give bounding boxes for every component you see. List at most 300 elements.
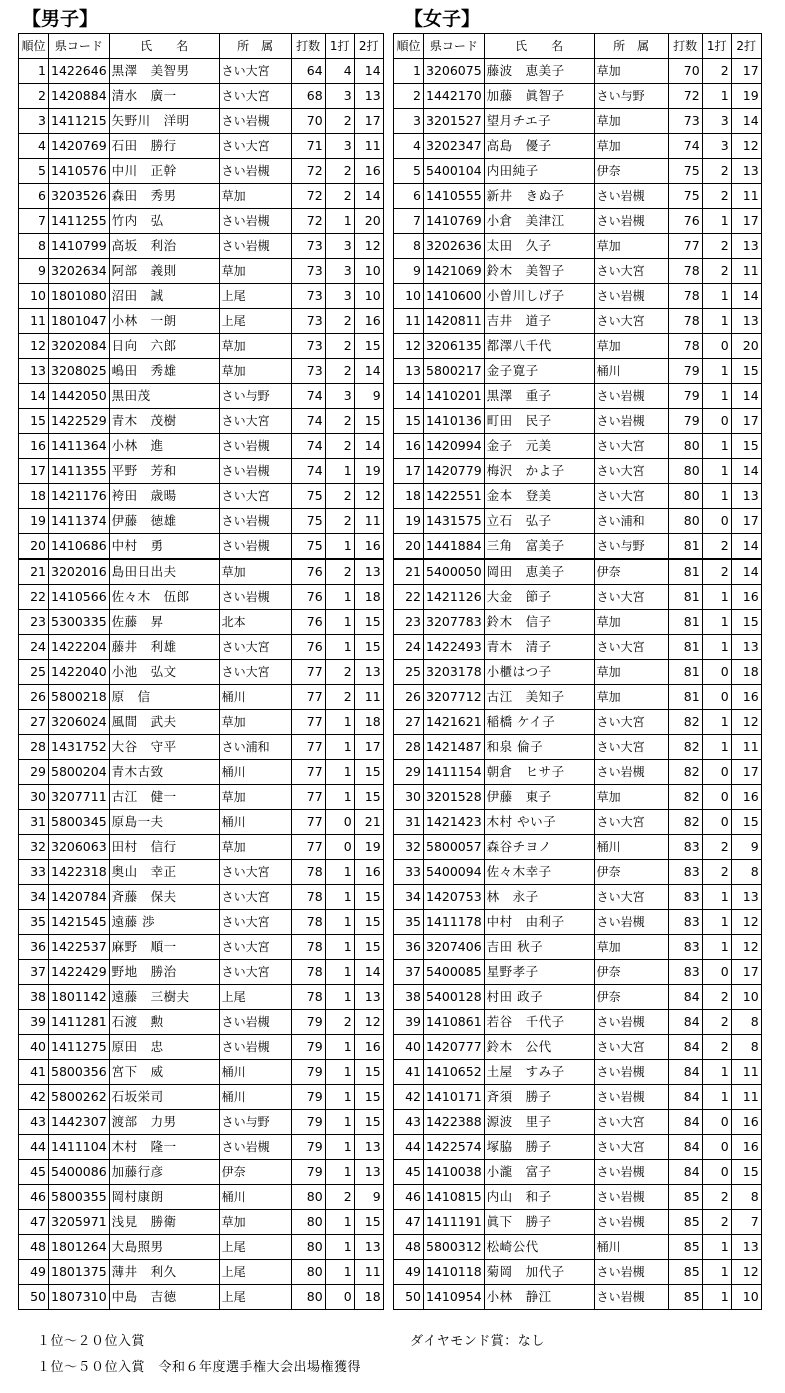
women-cell-rank: 39 <box>394 1010 424 1035</box>
men-cell-one-putt: 2 <box>325 484 354 509</box>
men-header-two-putt: 2打 <box>354 34 383 59</box>
men-cell-strokes: 77 <box>291 835 325 860</box>
table-row <box>394 610 762 635</box>
women-table-body <box>394 59 762 1310</box>
men-cell-strokes: 77 <box>291 760 325 785</box>
men-cell-strokes: 74 <box>291 459 325 484</box>
men-cell-code: 3207711 <box>49 785 110 810</box>
men-cell-code: 1422318 <box>49 860 110 885</box>
women-cell-two-putt: 11 <box>731 184 761 209</box>
men-cell-two-putt: 14 <box>354 359 383 384</box>
women-cell-name: 小林 静江 <box>484 1285 594 1310</box>
men-cell-one-putt: 2 <box>325 409 354 434</box>
men-cell-code: 1422204 <box>49 635 110 660</box>
women-cell-rank: 48 <box>394 1235 424 1260</box>
men-cell-rank: 30 <box>19 785 49 810</box>
women-cell-strokes: 78 <box>668 334 702 359</box>
women-cell-affiliation: さい浦和 <box>594 509 668 534</box>
men-cell-rank: 29 <box>19 760 49 785</box>
women-cell-one-putt: 2 <box>702 59 731 84</box>
women-cell-two-putt: 15 <box>731 359 761 384</box>
men-cell-one-putt: 1 <box>325 935 354 960</box>
men-cell-one-putt: 1 <box>325 1210 354 1235</box>
women-cell-rank: 35 <box>394 910 424 935</box>
men-cell-two-putt: 15 <box>354 935 383 960</box>
men-header-strokes: 打数 <box>291 34 325 59</box>
women-cell-one-putt: 1 <box>702 1060 731 1085</box>
men-cell-affiliation: 草加 <box>219 835 291 860</box>
men-cell-affiliation: 草加 <box>219 559 291 585</box>
table-row <box>19 159 384 184</box>
table-row <box>19 359 384 384</box>
table-row <box>19 1185 384 1210</box>
women-cell-affiliation: さい岩槻 <box>594 1060 668 1085</box>
men-cell-affiliation: さい岩槻 <box>219 434 291 459</box>
men-cell-rank: 9 <box>19 259 49 284</box>
women-cell-code: 1442170 <box>424 84 485 109</box>
women-cell-one-putt: 1 <box>702 1085 731 1110</box>
table-row <box>394 309 762 334</box>
men-cell-two-putt: 16 <box>354 1035 383 1060</box>
table-row <box>19 434 384 459</box>
women-cell-name: 村田 政子 <box>484 985 594 1010</box>
women-cell-rank: 22 <box>394 585 424 610</box>
women-cell-two-putt: 11 <box>731 735 761 760</box>
men-cell-strokes: 75 <box>291 484 325 509</box>
men-cell-affiliation: さい岩槻 <box>219 1010 291 1035</box>
men-cell-strokes: 77 <box>291 710 325 735</box>
men-cell-two-putt: 16 <box>354 860 383 885</box>
men-cell-affiliation: さい大宮 <box>219 960 291 985</box>
women-cell-two-putt: 10 <box>731 985 761 1010</box>
men-cell-affiliation: 桶川 <box>219 1085 291 1110</box>
table-row <box>394 509 762 534</box>
table-row <box>19 585 384 610</box>
men-cell-two-putt: 15 <box>354 885 383 910</box>
table-row <box>19 960 384 985</box>
women-cell-strokes: 85 <box>668 1210 702 1235</box>
men-cell-rank: 23 <box>19 610 49 635</box>
men-cell-affiliation: さい大宮 <box>219 885 291 910</box>
women-cell-name: 塚脇 勝子 <box>484 1135 594 1160</box>
men-cell-two-putt: 13 <box>354 660 383 685</box>
table-row <box>394 1060 762 1085</box>
men-cell-strokes: 77 <box>291 810 325 835</box>
women-cell-two-putt: 11 <box>731 1060 761 1085</box>
men-cell-one-putt: 1 <box>325 209 354 234</box>
table-row <box>19 234 384 259</box>
women-cell-affiliation: さい岩槻 <box>594 409 668 434</box>
women-cell-one-putt: 1 <box>702 459 731 484</box>
men-cell-code: 1411355 <box>49 459 110 484</box>
men-cell-strokes: 77 <box>291 735 325 760</box>
men-cell-one-putt: 0 <box>325 835 354 860</box>
women-cell-name: 小瀧 富子 <box>484 1160 594 1185</box>
women-cell-code: 1422574 <box>424 1135 485 1160</box>
men-cell-rank: 42 <box>19 1085 49 1110</box>
women-cell-rank: 9 <box>394 259 424 284</box>
men-cell-code: 1422040 <box>49 660 110 685</box>
table-row <box>19 1135 384 1160</box>
women-cell-name: 吉田 秋子 <box>484 935 594 960</box>
table-row <box>19 685 384 710</box>
men-cell-rank: 45 <box>19 1160 49 1185</box>
women-cell-name: 土屋 すみ子 <box>484 1060 594 1085</box>
table-row <box>19 1035 384 1060</box>
men-cell-rank: 32 <box>19 835 49 860</box>
women-cell-strokes: 77 <box>668 234 702 259</box>
women-cell-name: 森谷チヨノ <box>484 835 594 860</box>
men-cell-strokes: 79 <box>291 1035 325 1060</box>
men-cell-code: 1442307 <box>49 1110 110 1135</box>
men-cell-name: 石田 勝行 <box>109 134 219 159</box>
women-cell-affiliation: さい岩槻 <box>594 760 668 785</box>
table-row <box>19 59 384 84</box>
men-cell-two-putt: 12 <box>354 1010 383 1035</box>
women-section-title: 【女子】 <box>404 8 481 30</box>
women-cell-name: 源波 里子 <box>484 1110 594 1135</box>
women-cell-one-putt: 2 <box>702 534 731 560</box>
women-cell-one-putt: 3 <box>702 134 731 159</box>
women-cell-rank: 20 <box>394 534 424 560</box>
women-cell-two-putt: 15 <box>731 434 761 459</box>
women-cell-name: 太田 久子 <box>484 234 594 259</box>
table-row <box>19 209 384 234</box>
men-cell-one-putt: 2 <box>325 159 354 184</box>
men-cell-strokes: 78 <box>291 985 325 1010</box>
table-row <box>394 459 762 484</box>
men-cell-rank: 15 <box>19 409 49 434</box>
women-cell-strokes: 82 <box>668 760 702 785</box>
table-row <box>394 284 762 309</box>
table-row <box>394 785 762 810</box>
women-cell-rank: 11 <box>394 309 424 334</box>
table-row <box>394 1085 762 1110</box>
men-cell-affiliation: さい岩槻 <box>219 459 291 484</box>
women-cell-one-putt: 0 <box>702 509 731 534</box>
men-cell-code: 3202084 <box>49 334 110 359</box>
women-cell-one-putt: 2 <box>702 1010 731 1035</box>
women-cell-two-putt: 8 <box>731 1185 761 1210</box>
women-cell-strokes: 84 <box>668 1085 702 1110</box>
table-row <box>19 785 384 810</box>
men-cell-rank: 35 <box>19 910 49 935</box>
men-cell-code: 3208025 <box>49 359 110 384</box>
men-cell-code: 1411374 <box>49 509 110 534</box>
women-cell-affiliation: 草加 <box>594 134 668 159</box>
men-cell-rank: 49 <box>19 1260 49 1285</box>
men-cell-name: 渡部 力男 <box>109 1110 219 1135</box>
men-cell-strokes: 77 <box>291 785 325 810</box>
men-cell-one-putt: 1 <box>325 960 354 985</box>
women-cell-strokes: 80 <box>668 509 702 534</box>
table-row <box>19 559 384 585</box>
men-cell-name: 中川 正幹 <box>109 159 219 184</box>
women-cell-affiliation: さい大宮 <box>594 1035 668 1060</box>
men-cell-one-putt: 3 <box>325 134 354 159</box>
women-cell-two-putt: 16 <box>731 585 761 610</box>
men-cell-rank: 12 <box>19 334 49 359</box>
women-cell-affiliation: 桶川 <box>594 835 668 860</box>
women-cell-affiliation: さい岩槻 <box>594 1210 668 1235</box>
women-cell-strokes: 84 <box>668 1010 702 1035</box>
table-row <box>19 509 384 534</box>
men-cell-name: 佐々木 伍郎 <box>109 585 219 610</box>
table-row <box>394 109 762 134</box>
men-cell-rank: 22 <box>19 585 49 610</box>
men-cell-rank: 3 <box>19 109 49 134</box>
men-cell-code: 5300335 <box>49 610 110 635</box>
men-cell-strokes: 80 <box>291 1285 325 1310</box>
women-cell-two-putt: 16 <box>731 685 761 710</box>
men-cell-two-putt: 15 <box>354 635 383 660</box>
women-cell-rank: 23 <box>394 610 424 635</box>
men-cell-rank: 47 <box>19 1210 49 1235</box>
women-cell-affiliation: 伊奈 <box>594 159 668 184</box>
men-cell-strokes: 72 <box>291 159 325 184</box>
women-cell-strokes: 83 <box>668 935 702 960</box>
women-cell-rank: 50 <box>394 1285 424 1310</box>
table-row <box>394 635 762 660</box>
table-row <box>394 1285 762 1310</box>
men-cell-rank: 48 <box>19 1235 49 1260</box>
women-cell-strokes: 81 <box>668 585 702 610</box>
women-cell-two-putt: 12 <box>731 935 761 960</box>
men-cell-two-putt: 11 <box>354 509 383 534</box>
men-cell-two-putt: 14 <box>354 59 383 84</box>
men-cell-code: 1801080 <box>49 284 110 309</box>
men-cell-strokes: 79 <box>291 1160 325 1185</box>
men-cell-strokes: 79 <box>291 1010 325 1035</box>
men-cell-code: 1420884 <box>49 84 110 109</box>
men-cell-name: 野地 勝治 <box>109 960 219 985</box>
women-cell-strokes: 85 <box>668 1260 702 1285</box>
men-cell-two-putt: 14 <box>354 184 383 209</box>
men-cell-code: 1422646 <box>49 59 110 84</box>
women-cell-strokes: 76 <box>668 209 702 234</box>
women-cell-code: 1420994 <box>424 434 485 459</box>
women-cell-two-putt: 8 <box>731 1010 761 1035</box>
women-header-strokes: 打数 <box>668 34 702 59</box>
women-cell-strokes: 81 <box>668 685 702 710</box>
women-cell-rank: 28 <box>394 735 424 760</box>
men-cell-affiliation: 草加 <box>219 359 291 384</box>
women-cell-two-putt: 11 <box>731 259 761 284</box>
women-cell-name: 鈴木 信子 <box>484 610 594 635</box>
women-cell-two-putt: 14 <box>731 559 761 585</box>
women-cell-one-putt: 1 <box>702 935 731 960</box>
women-cell-one-putt: 1 <box>702 885 731 910</box>
men-cell-name: 石渡 勲 <box>109 1010 219 1035</box>
women-cell-two-putt: 8 <box>731 1035 761 1060</box>
table-row <box>394 985 762 1010</box>
women-cell-code: 1410038 <box>424 1160 485 1185</box>
women-cell-one-putt: 1 <box>702 384 731 409</box>
table-row <box>19 935 384 960</box>
women-cell-two-putt: 12 <box>731 710 761 735</box>
women-cell-name: 町田 民子 <box>484 409 594 434</box>
men-header-code: 県コード <box>49 34 110 59</box>
men-cell-two-putt: 15 <box>354 409 383 434</box>
women-cell-name: 小櫃はつ子 <box>484 660 594 685</box>
women-cell-affiliation: さい岩槻 <box>594 1185 668 1210</box>
men-cell-one-putt: 2 <box>325 660 354 685</box>
men-cell-name: 田村 信行 <box>109 835 219 860</box>
women-cell-code: 1431575 <box>424 509 485 534</box>
women-cell-one-putt: 1 <box>702 1260 731 1285</box>
men-cell-name: 遠藤 三樹夫 <box>109 985 219 1010</box>
men-cell-strokes: 70 <box>291 109 325 134</box>
men-cell-one-putt: 2 <box>325 1185 354 1210</box>
women-cell-affiliation: 草加 <box>594 334 668 359</box>
women-cell-rank: 36 <box>394 935 424 960</box>
women-cell-rank: 1 <box>394 59 424 84</box>
men-cell-code: 1807310 <box>49 1285 110 1310</box>
women-cell-affiliation: さい大宮 <box>594 735 668 760</box>
men-cell-one-putt: 2 <box>325 509 354 534</box>
women-cell-name: 大金 節子 <box>484 585 594 610</box>
women-cell-one-putt: 0 <box>702 409 731 434</box>
men-cell-one-putt: 1 <box>325 534 354 560</box>
men-cell-two-putt: 11 <box>354 134 383 159</box>
men-cell-code: 1411364 <box>49 434 110 459</box>
men-cell-name: 遠藤 渉 <box>109 910 219 935</box>
women-cell-strokes: 84 <box>668 1110 702 1135</box>
women-cell-code: 1411154 <box>424 760 485 785</box>
men-cell-one-putt: 1 <box>325 910 354 935</box>
women-cell-name: 小倉 美津江 <box>484 209 594 234</box>
women-cell-affiliation: さい大宮 <box>594 810 668 835</box>
men-cell-two-putt: 15 <box>354 760 383 785</box>
women-cell-one-putt: 2 <box>702 1035 731 1060</box>
women-cell-one-putt: 0 <box>702 334 731 359</box>
men-cell-one-putt: 2 <box>325 109 354 134</box>
women-cell-code: 1410118 <box>424 1260 485 1285</box>
table-row <box>394 184 762 209</box>
men-cell-two-putt: 12 <box>354 234 383 259</box>
women-cell-one-putt: 2 <box>702 184 731 209</box>
women-cell-name: 藤波 恵美子 <box>484 59 594 84</box>
men-cell-name: 小林 一朗 <box>109 309 219 334</box>
women-cell-two-putt: 13 <box>731 635 761 660</box>
men-cell-one-putt: 1 <box>325 585 354 610</box>
women-cell-two-putt: 16 <box>731 785 761 810</box>
men-header-rank: 順位 <box>19 34 49 59</box>
table-row <box>394 134 762 159</box>
women-cell-affiliation: さい大宮 <box>594 484 668 509</box>
women-cell-strokes: 75 <box>668 159 702 184</box>
table-row <box>19 1235 384 1260</box>
men-cell-strokes: 64 <box>291 59 325 84</box>
men-cell-rank: 40 <box>19 1035 49 1060</box>
women-header-rank: 順位 <box>394 34 424 59</box>
women-cell-rank: 7 <box>394 209 424 234</box>
men-cell-affiliation: さい岩槻 <box>219 234 291 259</box>
table-row <box>19 384 384 409</box>
women-cell-code: 1410815 <box>424 1185 485 1210</box>
women-cell-rank: 13 <box>394 359 424 384</box>
men-cell-code: 1422537 <box>49 935 110 960</box>
men-cell-two-putt: 19 <box>354 459 383 484</box>
men-cell-one-putt: 2 <box>325 359 354 384</box>
men-cell-name: 嶋田 秀雄 <box>109 359 219 384</box>
women-cell-two-putt: 15 <box>731 1160 761 1185</box>
men-cell-rank: 37 <box>19 960 49 985</box>
women-cell-code: 1422551 <box>424 484 485 509</box>
men-cell-two-putt: 15 <box>354 334 383 359</box>
men-cell-name: 宮下 威 <box>109 1060 219 1085</box>
men-cell-rank: 24 <box>19 635 49 660</box>
men-cell-one-putt: 1 <box>325 885 354 910</box>
women-cell-code: 1411191 <box>424 1210 485 1235</box>
men-cell-name: 黒澤 美智男 <box>109 59 219 84</box>
men-cell-one-putt: 1 <box>325 459 354 484</box>
men-cell-rank: 2 <box>19 84 49 109</box>
table-row <box>394 434 762 459</box>
men-cell-name: 木村 隆一 <box>109 1135 219 1160</box>
men-cell-two-putt: 21 <box>354 810 383 835</box>
men-cell-one-putt: 2 <box>325 309 354 334</box>
women-cell-rank: 30 <box>394 785 424 810</box>
men-cell-rank: 46 <box>19 1185 49 1210</box>
men-cell-strokes: 74 <box>291 434 325 459</box>
men-cell-one-putt: 1 <box>325 735 354 760</box>
men-cell-code: 1411104 <box>49 1135 110 1160</box>
men-cell-affiliation: さい岩槻 <box>219 209 291 234</box>
men-cell-one-putt: 1 <box>325 760 354 785</box>
men-cell-code: 1410566 <box>49 585 110 610</box>
women-cell-strokes: 79 <box>668 384 702 409</box>
women-cell-name: 木村 やい子 <box>484 810 594 835</box>
women-cell-rank: 21 <box>394 559 424 585</box>
women-cell-name: 松崎公代 <box>484 1235 594 1260</box>
women-cell-two-putt: 12 <box>731 910 761 935</box>
women-cell-code: 1422388 <box>424 1110 485 1135</box>
women-cell-rank: 34 <box>394 885 424 910</box>
men-cell-two-putt: 15 <box>354 785 383 810</box>
men-cell-name: 原島一夫 <box>109 810 219 835</box>
women-cell-two-putt: 10 <box>731 1285 761 1310</box>
women-cell-name: 林 永子 <box>484 885 594 910</box>
men-cell-rank: 11 <box>19 309 49 334</box>
women-cell-rank: 43 <box>394 1110 424 1135</box>
men-cell-code: 5800262 <box>49 1085 110 1110</box>
men-cell-two-putt: 18 <box>354 1285 383 1310</box>
women-cell-name: 吉井 道子 <box>484 309 594 334</box>
men-cell-one-putt: 3 <box>325 84 354 109</box>
table-row <box>394 484 762 509</box>
men-cell-affiliation: さい大宮 <box>219 660 291 685</box>
table-row <box>394 935 762 960</box>
men-cell-name: 伊藤 徳雄 <box>109 509 219 534</box>
men-cell-two-putt: 15 <box>354 1085 383 1110</box>
women-cell-affiliation: さい岩槻 <box>594 910 668 935</box>
women-cell-one-putt: 0 <box>702 785 731 810</box>
women-cell-two-putt: 13 <box>731 309 761 334</box>
women-cell-rank: 4 <box>394 134 424 159</box>
women-cell-one-putt: 1 <box>702 359 731 384</box>
women-cell-rank: 19 <box>394 509 424 534</box>
women-cell-one-putt: 1 <box>702 209 731 234</box>
men-cell-strokes: 76 <box>291 559 325 585</box>
men-cell-strokes: 73 <box>291 234 325 259</box>
men-cell-affiliation: さい大宮 <box>219 59 291 84</box>
men-cell-strokes: 75 <box>291 509 325 534</box>
men-cell-affiliation: さい岩槻 <box>219 159 291 184</box>
men-cell-one-putt: 4 <box>325 59 354 84</box>
men-cell-code: 1422429 <box>49 960 110 985</box>
men-cell-name: 大谷 守平 <box>109 735 219 760</box>
